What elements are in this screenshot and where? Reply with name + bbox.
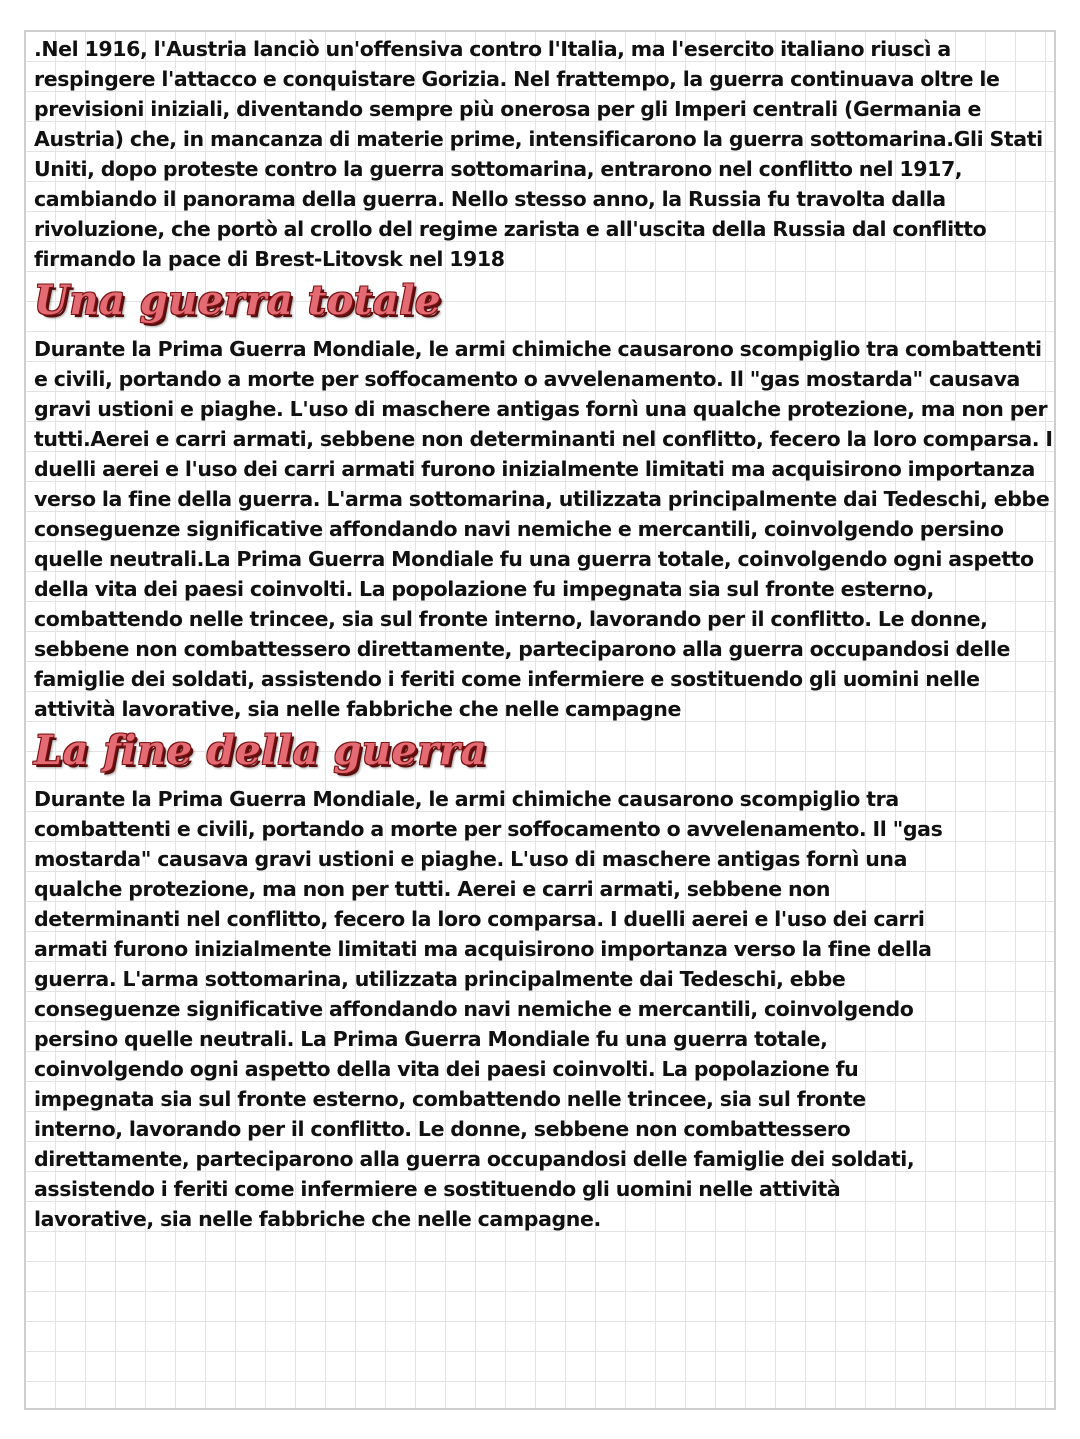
guerra-totale-paragraph: Durante la Prima Guerra Mondiale, le armi chimiche causarono scompiglio tra combattenti e civili, portando a morte per soffocamento o avvelenamento. Il "gas mostarda" causava gravi ustioni e piaghe. L'uso di maschere antigas fornì una qualche protezione, ma non per tutti.Aerei e carri armati, sebbene non determinanti nel conflitto, fecero la loro comparsa. I duelli aerei e l'uso dei carri armati furono inizialmente limitati ma acquisirono importanza verso la fine della guerra. L'arma sottomarina, utilizzata principalmente dai Tedeschi, ebbe conseguenze significative affondando navi nemiche e mercantili, coinvolgendo persino quelle neutrali.La Prima Guerra Mondiale fu una guerra totale, coinvolgendo ogni aspetto della vita dei paesi coinvolti. La popolazione fu impegnata sia sul fronte esterno, combattendo nelle trincee, sia sul fronte interno, lavorando per il conflitto. Le donne, sebbene non combattessero direttamente, parteciparono alla guerra occupandosi delle famiglie dei soldati, assistendo i feriti come infermiere e sostituendo gli uomini nelle attività lavorative, sia nelle fabbriche che nelle campagne <box>34 337 1053 721</box>
heading-fine-guerra: La fine della guerra <box>34 727 488 774</box>
fine-guerra-paragraph: Durante la Prima Guerra Mondiale, le armi chimiche causarono scompiglio tra combattenti e civili, portando a morte per soffocamento o avvelenamento. Il "gas mostarda" causava gravi ustioni e piaghe. L'uso di maschere antigas fornì una qualche protezione, ma non per tutti. Aerei e carri armati, sebbene non determinanti nel conflitto, fecero la loro comparsa. I duelli aerei e l'uso dei carri armati furono inizialmente limitati ma acquisirono importanza verso la fine della guerra. L'arma sottomarina, utilizzata principalmente dai Tedeschi, ebbe conseguenze significative affondando navi nemiche e mercantili, coinvolgendo persino quelle neutrali. La Prima Guerra Mondiale fu una guerra totale, coinvolgendo ogni aspetto della vita dei paesi coinvolti. La popolazione fu impegnata sia sul fronte esterno, combattendo nelle trincee, sia sul fronte interno, lavorando per il conflitto. Le donne, sebbene non combattessero direttamente, parteciparono alla guerra occupandosi delle famiglie dei soldati, assistendo i feriti come infermiere e sostituendo gli uomini nelle attività lavorative, sia nelle fabbriche che nelle campagne. <box>34 787 943 1231</box>
notes-content <box>34 32 1054 1408</box>
intro-paragraph: .Nel 1916, l'Austria lanciò un'offensiva contro l'Italia, ma l'esercito italiano riuscì a respingere l'attacco e conquistare Gorizia. Nel frattempo, la guerra continuava oltre le previsioni iniziali, diventando sempre più onerosa per gli Imperi centrali (Germania e Austria) che, in mancanza di materie prime, intensificarono la guerra sottomarina.Gli Stati Uniti, dopo proteste contro la guerra sottomarina, entrarono nel conflitto nel 1917, cambiando il panorama della guerra. Nello stesso anno, la Russia fu travolta dalla rivoluzione, che portò al crollo del regime zarista e all'uscita della Russia dal conflitto firmando la pace di Brest-Litovsk nel 1918 <box>34 37 1043 271</box>
heading-guerra-totale: Una guerra totale <box>34 277 441 324</box>
grid-paper-sheet <box>24 30 1056 1410</box>
